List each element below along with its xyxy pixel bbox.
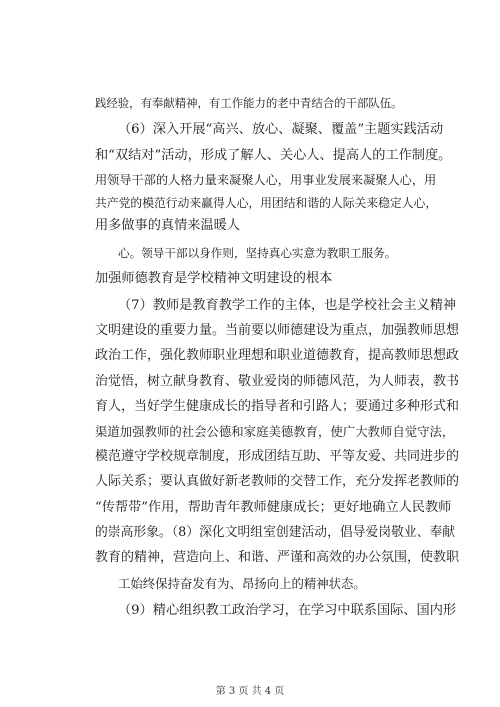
text-line: 共产党的模范行动来赢得人心，用团结和谐的人际关来稳定人心，	[95, 196, 438, 210]
text-line: 心。领导干部以身作则，坚持真心实意为教职工服务。	[118, 246, 397, 260]
text-line: （9）精心组织教工政治学习，在学习中联系国际、国内形	[118, 603, 457, 618]
text-line: 人际关系；要认真做好新老教师的交替工作，充分发挥老教师的	[95, 474, 460, 489]
text-line: 用领导干部的人格力量来凝聚人心，用事业发展来凝聚人心，用	[95, 173, 437, 187]
text-line: 工始终保持奋发有为、昂扬向上的精神状态。	[118, 576, 366, 591]
page-footer: 第 3 页 共 4 页	[215, 686, 285, 697]
text-line: 教育的精神，营造向上、和谐、严谨和高效的办公氛围，使教职	[95, 550, 460, 565]
text-line: （6）深入开展“高兴、放心、凝聚、覆盖”主题实践活动	[118, 122, 444, 137]
text-line: 育人，当好学生健康成长的指导者和引路人；要通过多种形式和	[95, 399, 460, 414]
text-line: “传帮带”作用，帮助青年教师健康成长；更好地确立人民教师	[95, 500, 452, 515]
text-line: 政治工作，强化教师职业理想和职业道德教育，提高教师思想政	[95, 348, 460, 363]
text-line: 和“双结对”活动，形成了解人、关心人、提高人的工作制度。	[95, 148, 452, 163]
text-line: 文明建设的重要力量。当前要以师德建设为重点，加强教师思想	[95, 323, 460, 338]
text-line: 用多做事的真情来温暖人	[95, 218, 241, 233]
text-line: 模范遵守学校规章制度，形成团结互助、平等友爱、共同进步的	[95, 449, 460, 464]
text-line: （7）教师是教育教学工作的主体，也是学校社会主义精神	[118, 298, 457, 313]
text-line: 治觉悟，树立献身教育、敬业爱岗的师德风范，为人师表，教书	[95, 374, 460, 389]
text-line: 践经验，有奉献精神，有工作能力的老中青结合的干部队伍。	[95, 96, 403, 110]
section-heading: 加强师德教育是学校精神文明建设的根本	[95, 271, 333, 286]
text-line: 的崇高形象。（8）深化文明组室创建活动，倡导爱岗敬业、奉献	[95, 525, 456, 540]
text-line: 渠道加强教师的社会公德和家庭美德教育，使广大教师自觉守法，	[95, 424, 455, 439]
